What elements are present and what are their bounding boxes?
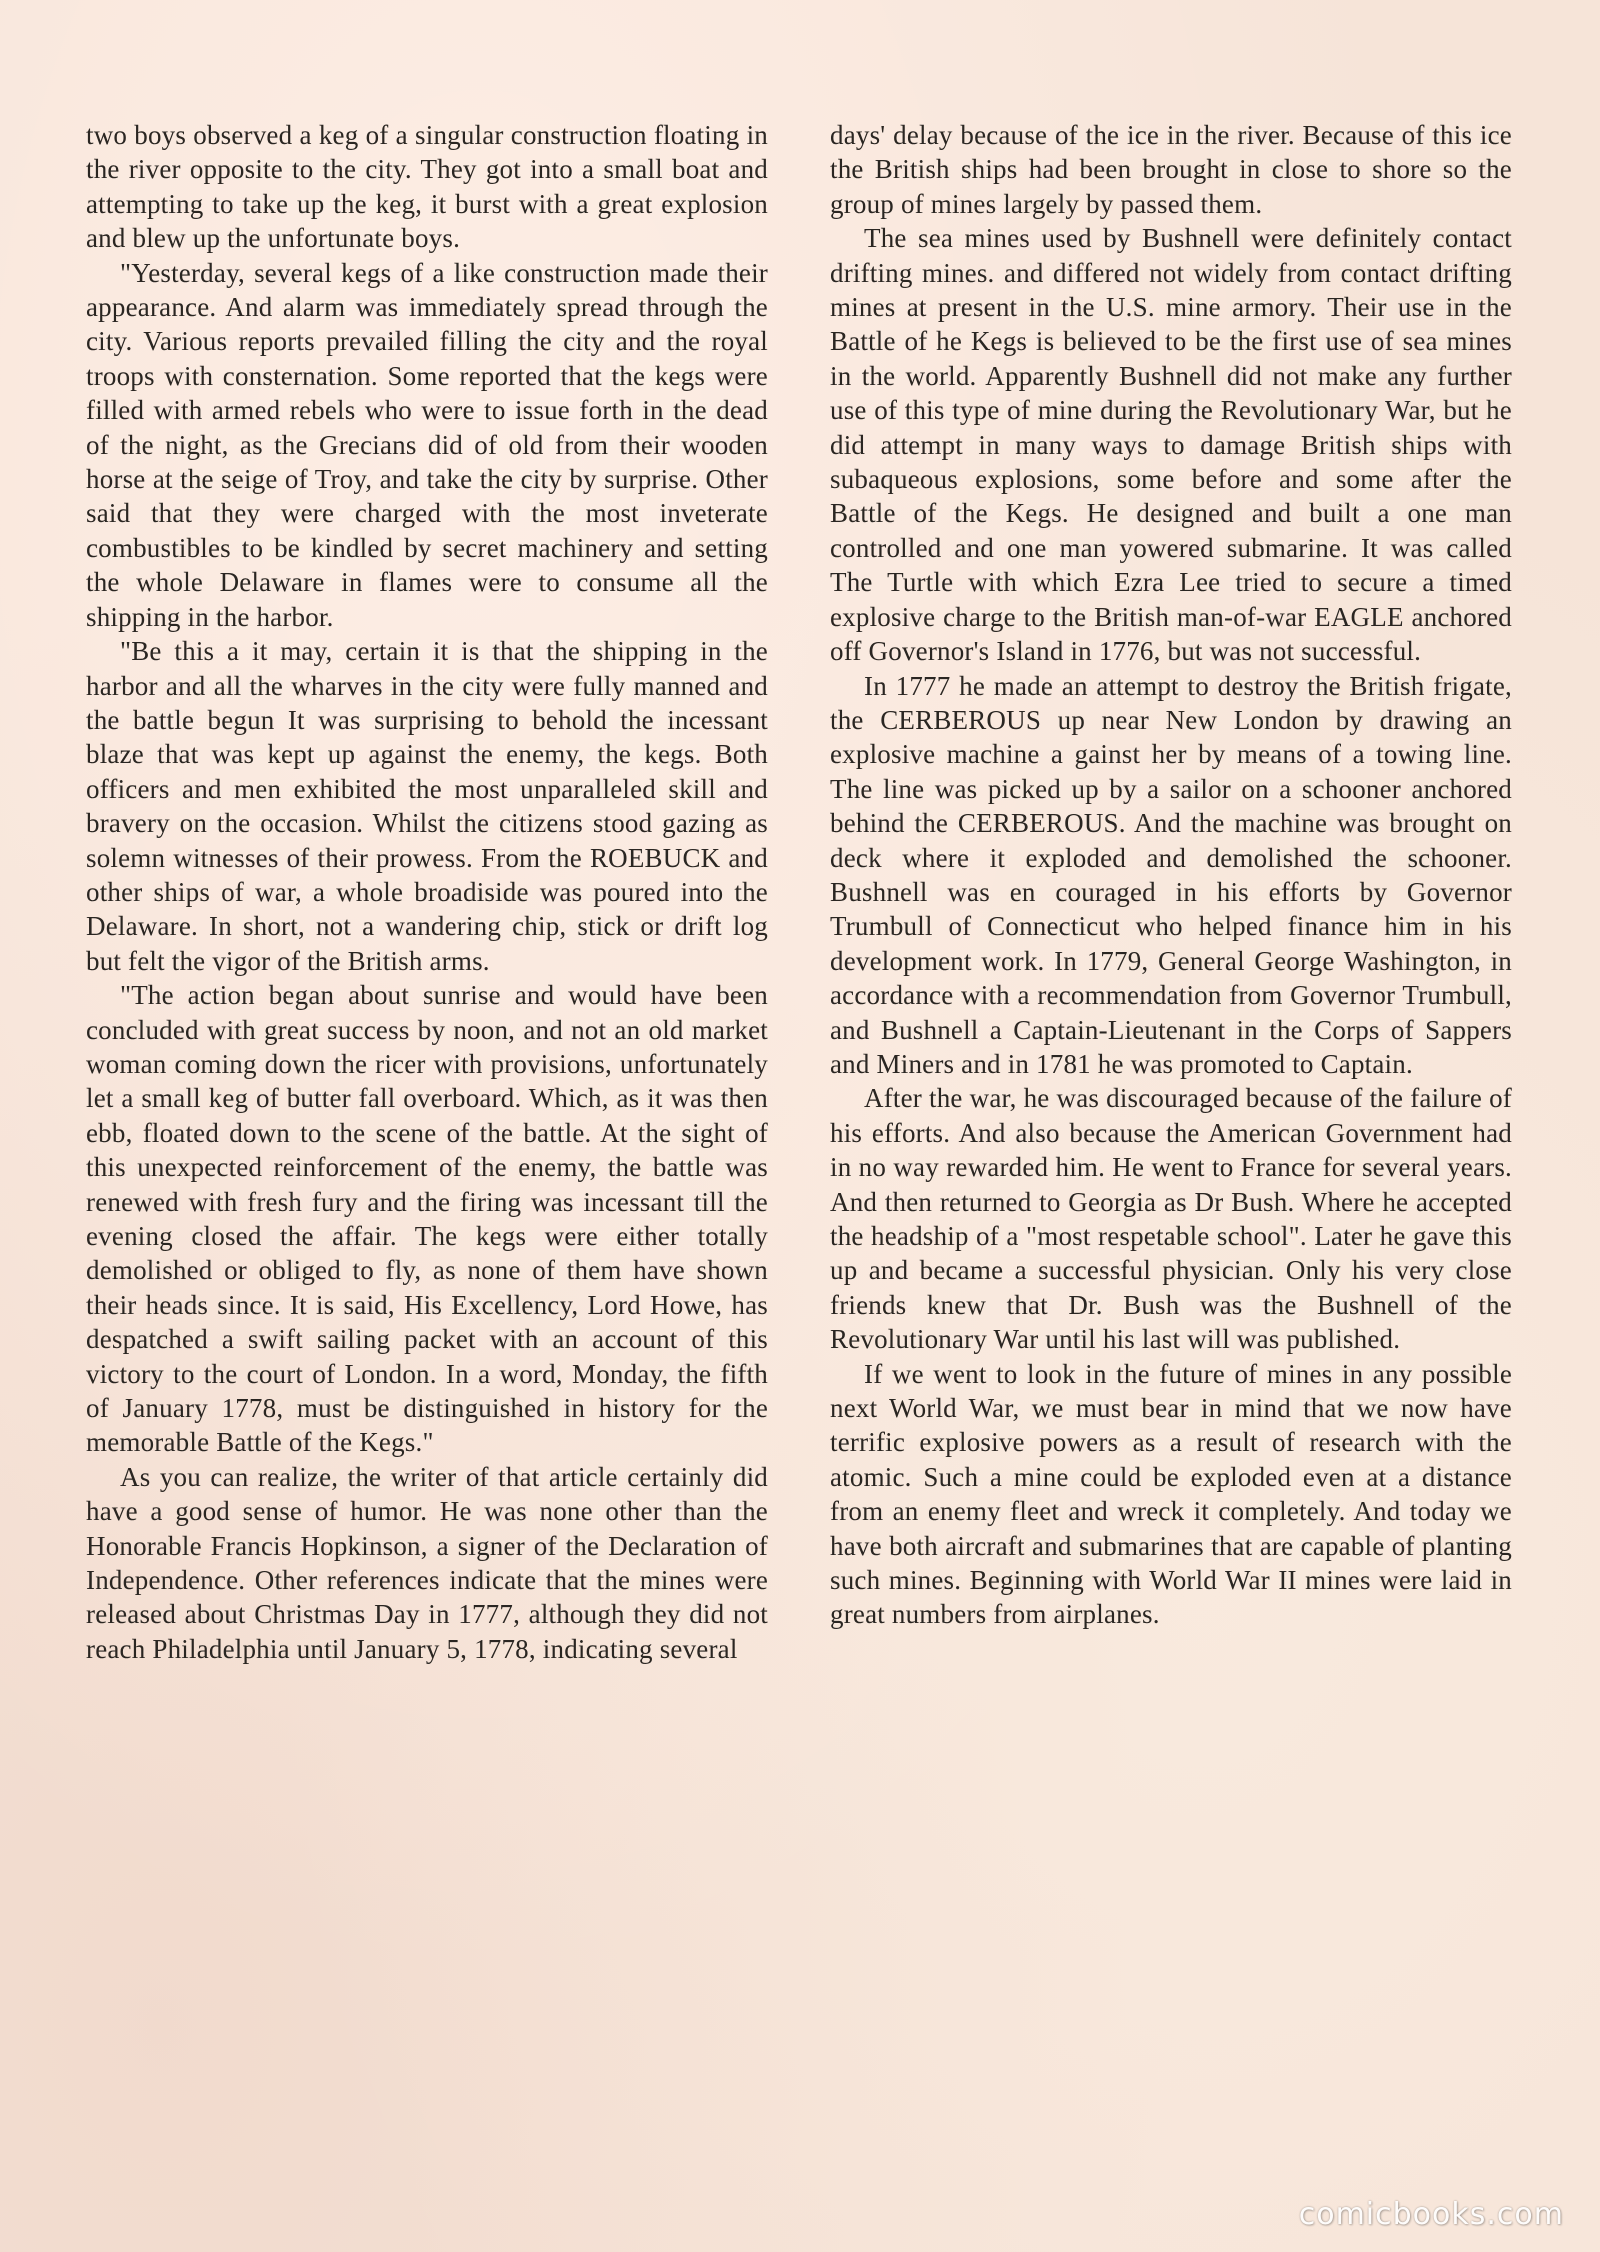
paragraph: In 1777 he made an attempt to destroy the British frigate, the CERBEROUS up near New London by drawing an explosive machine a gainst her by means of a towing line. The line was picked up by a sailor on a schooner anchored behind the CERBEROUS. And the machine was brought on deck where it exploded and demolished the schooner. Bushnell was en couraged in his efforts by Governor Trumbull of Connecticut who helped finance him in his development work. In 1779, General George Washington, in accordance with a recommendation from Governor Trumbull, and Bushnell a Captain-Lieutenant in the Corps of Sappers and Miners and in 1781 he was promoted to Captain. bbox=[830, 670, 1512, 1079]
paragraph: "Yesterday, several kegs of a like construction made their appearance. And alarm was immediately spread through the city. Various reports prevailed filling the city and the royal troops with consternation. Some reported that the kegs were filled with armed rebels who were to issue forth in the dead of the night, as the Grecians did of old from their wooden horse at the seige of Troy, and take the city by surprise. Other said that they were charged with the most inveterate combustibles to be kindled by secret machinery and setting the whole Delaware in flames were to consume all the shipping in the harbor. bbox=[86, 257, 768, 632]
paragraph: If we went to look in the future of mines in any possible next World War, we must bear in mind that we now have terrific explosive powers as a result of research with the atomic. Such a mine could be exploded even at a distance from an enemy fleet and wreck it completely. And today we have both aircraft and submarines that are capable of planting such mines. Beginning with World War II mines were laid in great numbers from airplanes. bbox=[830, 1358, 1512, 1630]
paragraph: "Be this a it may, certain it is that the shipping in the harbor and all the wharves in the city were fully manned and the battle begun It was surprising to behold the incessant blaze that was kept up against the enemy, the kegs. Both officers and men exhibited the most unparalleled skill and bravery on the occasion. Whilst the citizens stood gazing as solemn witnesses of their prowess. From the ROEBUCK and other ships of war, a whole broadiside was poured into the Delaware. In short, not a wandering chip, stick or drift log but felt the vigor of the British arms. bbox=[86, 636, 768, 976]
paragraph: two boys observed a keg of a singular construction floating in the river opposite to the city. They got into a small boat and attempting to take up the keg, it burst with a great explosion and blew up the unfortunate boys. bbox=[86, 120, 768, 254]
paragraph: "The action began about sunrise and would have been concluded with great success by noon, and not an old market woman coming down the ricer with provisions, unfortunately let a small keg of butter fall overboard. Which, as it was then ebb, floated down to the scene of the battle. At the sight of this unexpected reinforcement of the enemy, the battle was renewed with fresh fury and the firing was incessant till the evening closed the affair. The kegs were either totally demolished or obliged to fly, as none of them have shown their heads since. It is said, His Excellency, Lord Howe, has despatched a swift sailing packet with an account of this victory to the court of London. In a word, Monday, the fifth of January 1778, must be distinguished in history for the memorable Battle of the Kegs." bbox=[86, 980, 768, 1458]
paragraph: As you can realize, the writer of that article certainly did have a good sense of humor. He was none other than the Honorable Francis Hopkinson, a signer of the Declaration of Independence. Other references indicate that the mines were released about Christmas Day in 1777, although they did not reach Philadelphia until January 5, 1778, indicating several bbox=[86, 1461, 768, 1664]
paragraph: After the war, he was discouraged because of the failure of his efforts. And also because the American Government had in no way rewarded him. He went to France for several years. And then returned to Georgia as Dr Bush. Where he accepted the headship of a "most respetable school". Later he gave this up and became a successful physician. Only his very close friends knew that Dr. Bush was the Bushnell of the Revolutionary War until his last will was published. bbox=[830, 1083, 1512, 1355]
right-column bbox=[830, 118, 1512, 2128]
paragraph: days' delay because of the ice in the river. Because of this ice the British ships had been brought in close to shore so the group of mines largely by passed them. bbox=[830, 120, 1512, 219]
watermark: comicbooks.com bbox=[1298, 2197, 1564, 2232]
paragraph: The sea mines used by Bushnell were definitely contact drifting mines. and differed not widely from contact drifting mines at present in the U.S. mine armory. Their use in the Battle of he Kegs is believed to be the first use of sea mines in the world. Apparently Bushnell did not make any further use of this type of mine during the Revolutionary War, but he did attempt in many ways to damage British ships with subaqueous explosions, some before and some after the Battle of the Kegs. He designed and built a one man controlled and one man yowered submarine. It was called The Turtle with which Ezra Lee tried to secure a timed explosive charge to the British man-of-war EAGLE anchored off Governor's Island in 1776, but was not successful. bbox=[830, 223, 1512, 667]
left-column bbox=[86, 118, 768, 2128]
